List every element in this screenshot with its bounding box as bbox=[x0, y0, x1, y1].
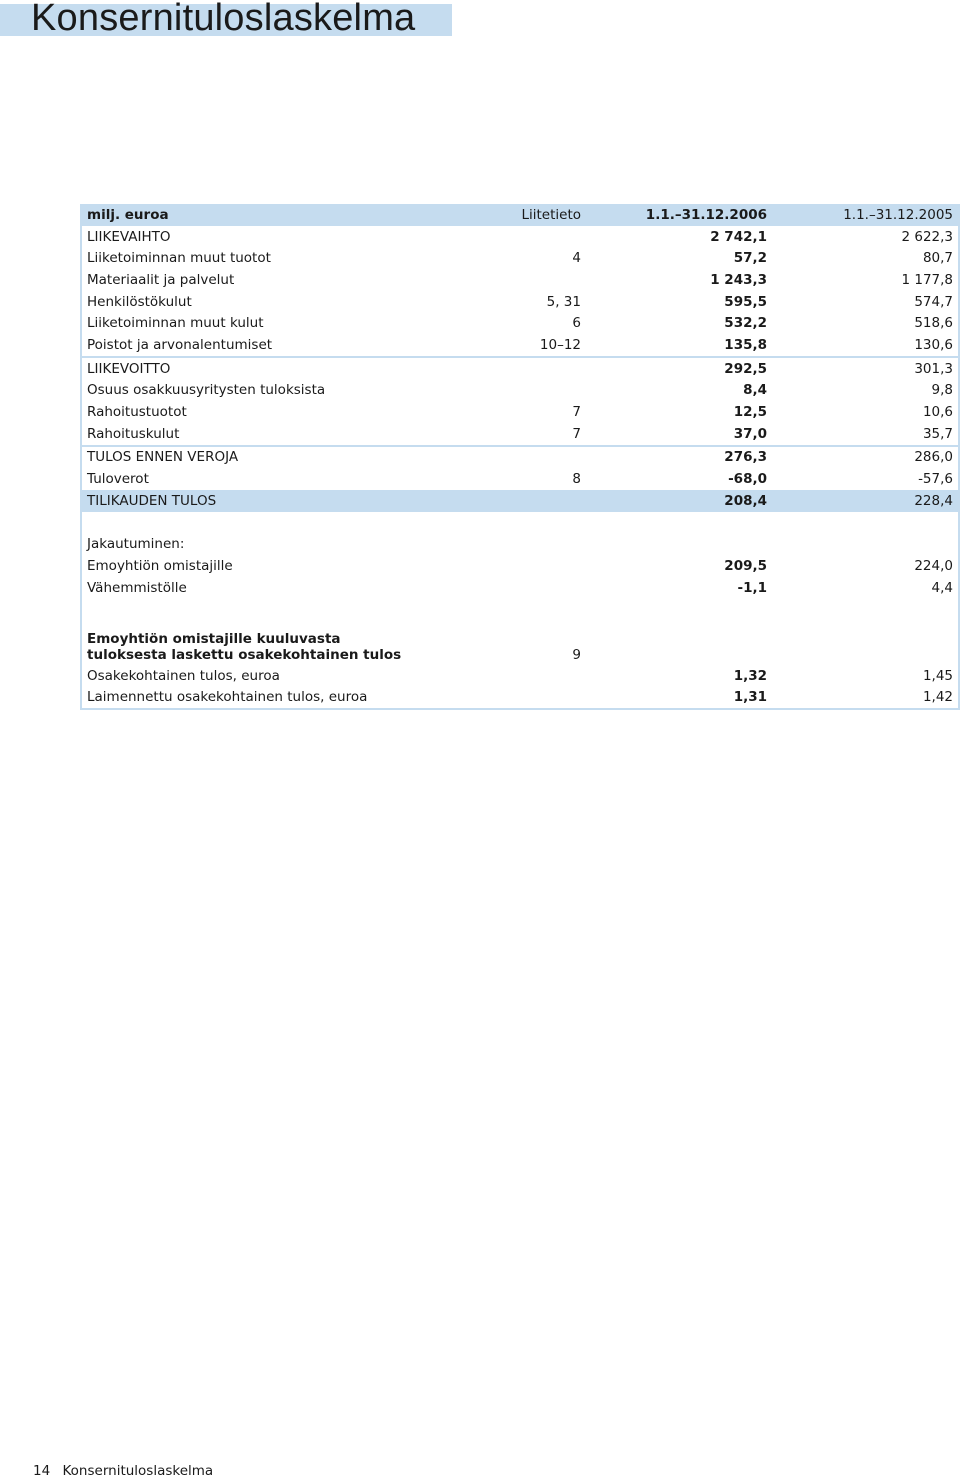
row-value-2006: 1,31 bbox=[733, 689, 767, 706]
row-liikevoitto bbox=[81, 357, 959, 380]
eps-heading-row bbox=[81, 627, 959, 665]
row-label: Laimennettu osakekohtainen tulos, euroa bbox=[87, 689, 368, 706]
row-note: 10–12 bbox=[539, 336, 581, 353]
row-note bbox=[426, 446, 586, 469]
row-value-2006: 135,8 bbox=[724, 336, 767, 353]
row-label: Rahoituskulut bbox=[87, 425, 180, 442]
row-label: Henkilöstökulut bbox=[87, 293, 192, 310]
row-value-2006: 2 742,1 bbox=[710, 228, 767, 245]
row-value-2005: 518,6 bbox=[914, 315, 953, 332]
row-note: 7 bbox=[572, 425, 581, 442]
row-value-2005: 9,8 bbox=[931, 382, 953, 399]
spacer-row bbox=[81, 599, 959, 627]
row-label: Osakekohtainen tulos, euroa bbox=[87, 667, 280, 684]
row-liikevaihto bbox=[81, 226, 959, 248]
row-label: Osuus osakkuusyritysten tuloksista bbox=[87, 382, 326, 399]
row-label: Vähemmistölle bbox=[87, 579, 187, 596]
row-label: TULOS ENNEN VEROJA bbox=[81, 446, 426, 469]
row-label: TILIKAUDEN TULOS bbox=[81, 490, 426, 512]
row-value-2005: 1,45 bbox=[922, 667, 953, 684]
page-number: 14 bbox=[33, 1463, 51, 1479]
table-header-row bbox=[81, 204, 959, 226]
income-statement-table bbox=[80, 204, 960, 710]
table-row bbox=[81, 423, 959, 446]
row-note: 7 bbox=[572, 404, 581, 421]
row-label: Materiaalit ja palvelut bbox=[87, 271, 235, 288]
row-value-2005: 1 177,8 bbox=[901, 271, 953, 288]
row-value-2005: 228,4 bbox=[772, 490, 959, 512]
row-value-2006: 12,5 bbox=[733, 404, 767, 421]
row-value-2006: -1,1 bbox=[737, 579, 767, 596]
header-note-label: Liitetieto bbox=[426, 204, 586, 226]
row-label: LIIKEVOITTO bbox=[81, 357, 426, 380]
row-tulos-ennen-veroja bbox=[81, 446, 959, 469]
row-label: Emoyhtiön omistajille bbox=[87, 558, 233, 575]
table-row bbox=[81, 291, 959, 313]
row-value-2006: 292,5 bbox=[586, 357, 772, 380]
table-row bbox=[81, 312, 959, 334]
row-note: 6 bbox=[572, 315, 581, 332]
row-note bbox=[426, 380, 586, 402]
spacer-row bbox=[81, 512, 959, 534]
row-value-2006: 209,5 bbox=[724, 558, 767, 575]
row-value-2005: -57,6 bbox=[918, 471, 953, 488]
row-value-2005: 35,7 bbox=[922, 425, 953, 442]
row-value-2005: 1,42 bbox=[922, 689, 953, 706]
row-label: Poistot ja arvonalentumiset bbox=[87, 336, 273, 353]
row-note: 4 bbox=[572, 250, 581, 267]
header-2005: 1.1.–31.12.2005 bbox=[772, 204, 959, 226]
row-value-2006: 208,4 bbox=[586, 490, 772, 512]
row-label: Liiketoiminnan muut kulut bbox=[87, 315, 264, 332]
row-value-2006: 595,5 bbox=[724, 293, 767, 310]
table-row bbox=[81, 468, 959, 490]
row-value-2005: 301,3 bbox=[772, 357, 959, 380]
row-label: LIIKEVAIHTO bbox=[87, 228, 171, 245]
row-value-2006: 57,2 bbox=[733, 250, 767, 267]
row-label: Tuloverot bbox=[87, 471, 149, 488]
row-value-2005: 2 622,3 bbox=[901, 228, 953, 245]
row-value-2005: 4,4 bbox=[931, 579, 953, 596]
row-value-2005: 286,0 bbox=[772, 446, 959, 469]
page-title: Konsernituloslaskelma bbox=[31, 0, 416, 39]
allocation-heading: Jakautuminen: bbox=[87, 536, 185, 553]
row-value-2005: 224,0 bbox=[914, 558, 953, 575]
row-value-2006: 532,2 bbox=[724, 315, 767, 332]
row-note bbox=[426, 357, 586, 380]
eps-heading: Emoyhtiön omistajille kuuluvasta tuloksesta laskettu osakekohtainen tulos bbox=[87, 630, 402, 663]
row-value-2005: 574,7 bbox=[914, 293, 953, 310]
header-2006: 1.1.–31.12.2006 bbox=[586, 204, 772, 226]
row-value-2005: 130,6 bbox=[914, 336, 953, 353]
row-label: Rahoitustuotot bbox=[87, 404, 187, 421]
table-row bbox=[81, 334, 959, 357]
allocation-heading-row bbox=[81, 534, 959, 556]
table-row bbox=[81, 247, 959, 269]
table-row bbox=[81, 686, 959, 709]
page-footer bbox=[33, 1463, 213, 1479]
table-row bbox=[81, 555, 959, 577]
table-row bbox=[81, 380, 959, 402]
table-row bbox=[81, 401, 959, 423]
row-tilikauden-tulos bbox=[81, 490, 959, 512]
table-row bbox=[81, 269, 959, 291]
row-value-2006: 1,32 bbox=[733, 667, 767, 684]
row-value-2006: 1 243,3 bbox=[710, 271, 767, 288]
header-unit-label: milj. euroa bbox=[81, 204, 426, 226]
row-note: 5, 31 bbox=[546, 293, 581, 310]
row-note bbox=[426, 226, 586, 248]
row-note bbox=[426, 490, 586, 512]
row-value-2005: 80,7 bbox=[922, 250, 953, 267]
row-value-2005: 10,6 bbox=[922, 404, 953, 421]
row-note: 8 bbox=[572, 471, 581, 488]
table-row bbox=[81, 577, 959, 599]
row-value-2006: 276,3 bbox=[586, 446, 772, 469]
footer-section-title: Konsernituloslaskelma bbox=[62, 1463, 214, 1479]
row-label: Liiketoiminnan muut tuotot bbox=[87, 250, 271, 267]
table-row bbox=[81, 665, 959, 687]
row-value-2006: 8,4 bbox=[743, 382, 767, 399]
row-value-2006: -68,0 bbox=[728, 471, 767, 488]
eps-note: 9 bbox=[572, 646, 581, 663]
row-value-2006: 37,0 bbox=[733, 425, 767, 442]
row-note bbox=[426, 269, 586, 291]
